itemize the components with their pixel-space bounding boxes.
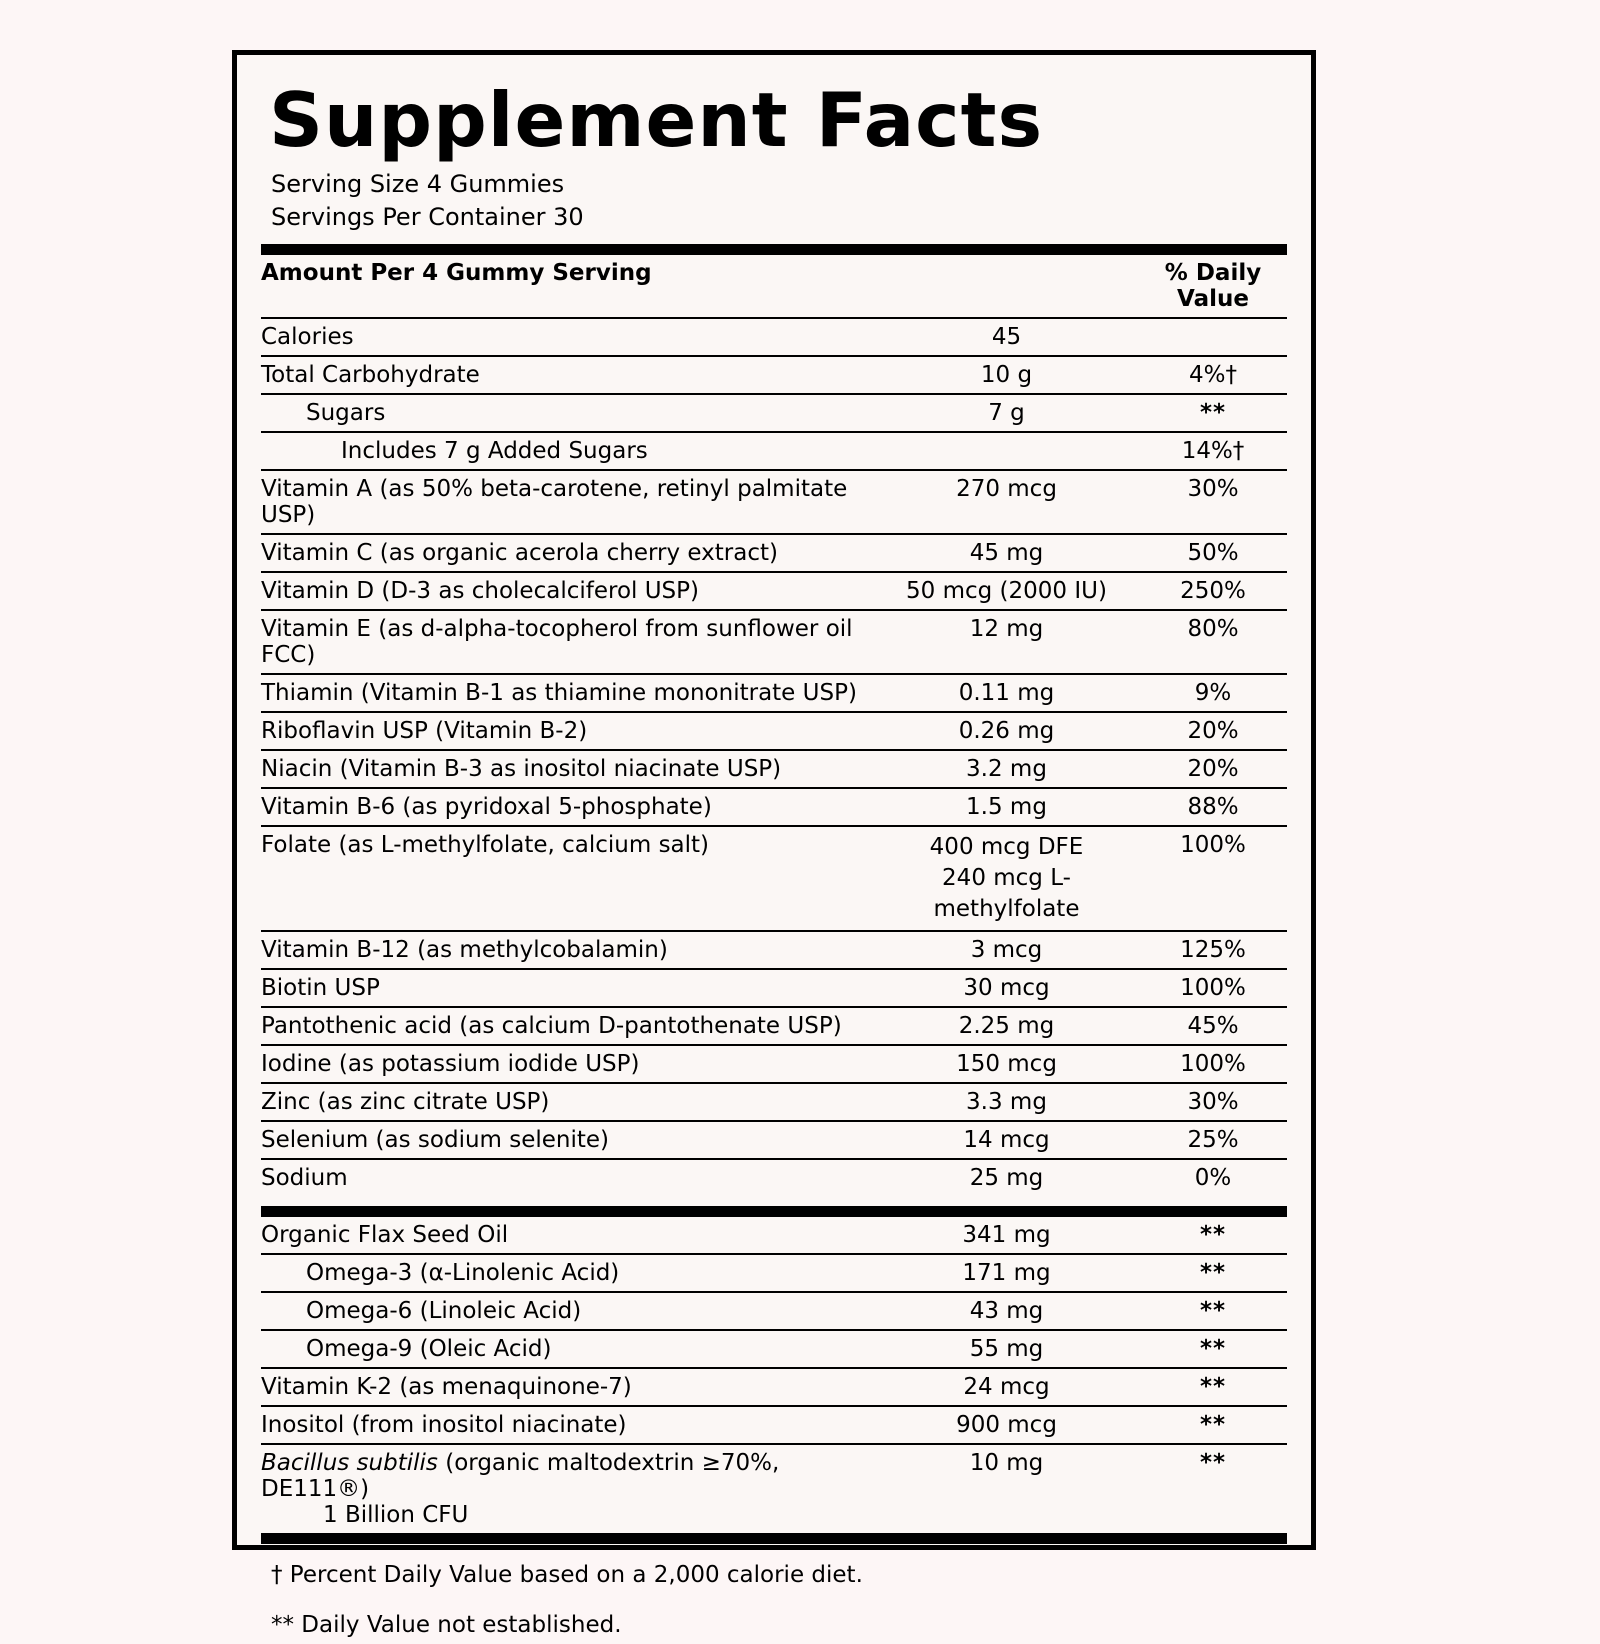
nutrient-daily-value: ** bbox=[1139, 394, 1287, 432]
divider-thick-middle bbox=[261, 1206, 1287, 1217]
nutrient-name: Omega-3 (α-Linolenic Acid) bbox=[261, 1254, 874, 1292]
nutrient-name: Calories bbox=[261, 318, 874, 356]
table-row bbox=[261, 1217, 1287, 1254]
nutrient-daily-value: 250% bbox=[1139, 572, 1287, 610]
nutrient-daily-value: ** bbox=[1199, 1450, 1227, 1477]
nutrient-name: Vitamin B-12 (as methylcobalamin) bbox=[261, 931, 874, 969]
table-row bbox=[261, 1368, 1287, 1406]
nutrient-name: Pantothenic acid (as calcium D-pantothenate USP) bbox=[261, 1007, 874, 1045]
table-row bbox=[261, 432, 1287, 470]
nutrient-name: Iodine (as potassium iodide USP) bbox=[261, 1045, 874, 1083]
nutrient-name: Organic Flax Seed Oil bbox=[261, 1217, 874, 1254]
nutrient-name: Vitamin A (as 50% beta-carotene, retinyl palmitate USP) bbox=[261, 470, 874, 534]
nutrient-amount: 150 mcg bbox=[874, 1045, 1139, 1083]
nutrient-name-italic: Bacillus subtilis bbox=[261, 1450, 438, 1477]
nutrient-name: Zinc (as zinc citrate USP) bbox=[261, 1083, 874, 1121]
table-row bbox=[261, 750, 1287, 788]
nutrient-amount: 45 mg bbox=[874, 534, 1139, 572]
header-amount-per-serving: Amount Per 4 Gummy Serving bbox=[261, 255, 874, 318]
table-head-row-group bbox=[261, 255, 1287, 318]
nutrient-amount: 7 g bbox=[874, 394, 1139, 432]
nutrient-amount: 12 mg bbox=[874, 610, 1139, 674]
table-row bbox=[261, 1045, 1287, 1083]
table-row bbox=[261, 788, 1287, 826]
table-row bbox=[261, 1406, 1287, 1444]
nutrient-amount bbox=[874, 432, 1139, 470]
nutrient-amount: 0.11 mg bbox=[874, 674, 1139, 712]
nutrient-daily-value: ** bbox=[1139, 1292, 1287, 1330]
servings-per-container: Servings Per Container 30 bbox=[271, 203, 584, 232]
table-row bbox=[261, 1254, 1287, 1292]
nutrient-amount: 3.2 mg bbox=[874, 750, 1139, 788]
nutrient-amount: 10 mg bbox=[969, 1450, 1044, 1477]
supplement-facts-panel bbox=[232, 50, 1316, 1638]
nutrient-table-main bbox=[261, 255, 1287, 1196]
nutrient-daily-value: 50% bbox=[1139, 534, 1287, 572]
nutrient-amount: 25 mg bbox=[969, 1165, 1044, 1192]
table-row bbox=[261, 1007, 1287, 1045]
nutrient-name: Inositol (from inositol niacinate) bbox=[261, 1406, 874, 1444]
table-body-main bbox=[261, 318, 1287, 1196]
nutrient-daily-value: 0% bbox=[1194, 1165, 1232, 1192]
nutrient-daily-value bbox=[1139, 318, 1287, 356]
nutrient-daily-value: 88% bbox=[1139, 788, 1287, 826]
nutrient-amount: 3.3 mg bbox=[874, 1083, 1139, 1121]
nutrient-amount: 400 mcg DFE 240 mcg L-methylfolate bbox=[874, 826, 1139, 931]
nutrient-name-rest: (organic maltodextrin ≥70%, DE111®) bbox=[261, 1450, 780, 1503]
nutrient-daily-value: 30% bbox=[1139, 470, 1287, 534]
nutrient-daily-value: 100% bbox=[1139, 969, 1287, 1007]
nutrient-daily-value: ** bbox=[1139, 1254, 1287, 1292]
nutrient-name: Biotin USP bbox=[261, 969, 874, 1007]
nutrient-amount: 55 mg bbox=[874, 1330, 1139, 1368]
nutrient-daily-value: 14%† bbox=[1139, 432, 1287, 470]
nutrient-daily-value: 9% bbox=[1139, 674, 1287, 712]
page-title: Supplement Facts bbox=[269, 76, 1044, 164]
nutrient-daily-value: 20% bbox=[1139, 750, 1287, 788]
header-spacer bbox=[874, 255, 1139, 318]
nutrient-amount: 0.26 mg bbox=[874, 712, 1139, 750]
nutrient-amount: 43 mg bbox=[874, 1292, 1139, 1330]
nutrient-name: Vitamin D (D-3 as cholecalciferol USP) bbox=[261, 572, 874, 610]
nutrient-amount: 900 mcg bbox=[874, 1406, 1139, 1444]
divider-thick-top bbox=[261, 244, 1287, 255]
nutrient-amount: 270 mcg bbox=[874, 470, 1139, 534]
nutrient-daily-value: ** bbox=[1139, 1406, 1287, 1444]
divider-thick-bottom bbox=[261, 1533, 1287, 1544]
footnote-daily-value-not-established: ** Daily Value not established. bbox=[271, 1612, 622, 1638]
nutrient-amount: 341 mg bbox=[874, 1217, 1139, 1254]
nutrient-amount: 1.5 mg bbox=[874, 788, 1139, 826]
nutrient-name: Omega-6 (Linoleic Acid) bbox=[261, 1292, 874, 1330]
table-row bbox=[261, 712, 1287, 750]
nutrient-daily-value: ** bbox=[1139, 1330, 1287, 1368]
nutrient-name: Omega-9 (Oleic Acid) bbox=[261, 1330, 874, 1368]
table-row bbox=[261, 572, 1287, 610]
nutrient-daily-value: 100% bbox=[1139, 826, 1287, 931]
serving-size: Serving Size 4 Gummies bbox=[271, 170, 565, 198]
nutrient-amount: 14 mcg bbox=[874, 1121, 1139, 1159]
nutrient-amount: 171 mg bbox=[874, 1254, 1139, 1292]
nutrient-name: Folate (as L-methylfolate, calcium salt) bbox=[261, 826, 874, 931]
table-row bbox=[261, 394, 1287, 432]
table-row bbox=[261, 318, 1287, 356]
nutrient-daily-value: 45% bbox=[1139, 1007, 1287, 1045]
nutrient-amount: 45 bbox=[874, 318, 1139, 356]
table-row bbox=[261, 1444, 1287, 1533]
nutrient-daily-value: ** bbox=[1139, 1217, 1287, 1254]
nutrient-name: Total Carbohydrate bbox=[261, 356, 874, 394]
table-row bbox=[261, 534, 1287, 572]
nutrient-name: Vitamin B-6 (as pyridoxal 5-phosphate) bbox=[261, 788, 874, 826]
table-row bbox=[261, 470, 1287, 534]
nutrient-amount-subline: 240 mcg L-methylfolate bbox=[933, 865, 1080, 923]
footnote-daily-value-percent: † Percent Daily Value based on a 2,000 calorie diet. bbox=[271, 1562, 863, 1589]
nutrient-name: Vitamin E (as d-alpha-tocopherol from sunflower oil FCC) bbox=[261, 610, 874, 674]
nutrient-daily-value: 20% bbox=[1139, 712, 1287, 750]
nutrient-name: Niacin (Vitamin B-3 as inositol niacinate USP) bbox=[261, 750, 874, 788]
nutrient-name bbox=[261, 1444, 874, 1533]
table-row bbox=[261, 610, 1287, 674]
table-header-row bbox=[261, 255, 1287, 318]
nutrient-name: Includes 7 g Added Sugars bbox=[261, 432, 874, 470]
nutrient-name: Vitamin K-2 (as menaquinone-7) bbox=[261, 1368, 874, 1406]
nutrient-daily-value: 100% bbox=[1139, 1045, 1287, 1083]
nutrient-daily-value: 4%† bbox=[1139, 356, 1287, 394]
nutrient-table-secondary bbox=[261, 1217, 1287, 1533]
nutrient-name: Vitamin C (as organic acerola cherry extract) bbox=[261, 534, 874, 572]
nutrient-daily-value: ** bbox=[1139, 1368, 1287, 1406]
table-row bbox=[261, 931, 1287, 969]
table-row bbox=[261, 356, 1287, 394]
nutrient-name: Riboflavin USP (Vitamin B-2) bbox=[261, 712, 874, 750]
nutrient-name-subline: 1 Billion CFU bbox=[323, 1502, 469, 1529]
table-row bbox=[261, 1121, 1287, 1159]
nutrient-amount: 3 mcg bbox=[874, 931, 1139, 969]
nutrient-amount: 30 mcg bbox=[874, 969, 1139, 1007]
table-row bbox=[261, 1330, 1287, 1368]
table-row bbox=[261, 1159, 1287, 1196]
nutrient-amount: 24 mcg bbox=[874, 1368, 1139, 1406]
nutrient-daily-value: 125% bbox=[1139, 931, 1287, 969]
nutrient-name: Thiamin (Vitamin B-1 as thiamine mononitrate USP) bbox=[261, 674, 874, 712]
table-row bbox=[261, 674, 1287, 712]
table-row bbox=[261, 1083, 1287, 1121]
nutrient-daily-value: 30% bbox=[1139, 1083, 1287, 1121]
nutrient-name: Sugars bbox=[261, 394, 874, 432]
header-daily-value: % Daily Value bbox=[1139, 255, 1287, 318]
table-row bbox=[261, 1292, 1287, 1330]
nutrient-amount: 2.25 mg bbox=[874, 1007, 1139, 1045]
nutrient-name: Sodium bbox=[261, 1165, 348, 1192]
nutrient-amount: 50 mcg (2000 IU) bbox=[874, 572, 1139, 610]
table-body-secondary bbox=[261, 1217, 1287, 1533]
table-row bbox=[261, 969, 1287, 1007]
nutrient-amount: 10 g bbox=[874, 356, 1139, 394]
table-row bbox=[261, 826, 1287, 931]
nutrient-daily-value: 80% bbox=[1139, 610, 1287, 674]
nutrient-daily-value: 25% bbox=[1139, 1121, 1287, 1159]
nutrient-name: Selenium (as sodium selenite) bbox=[261, 1121, 874, 1159]
